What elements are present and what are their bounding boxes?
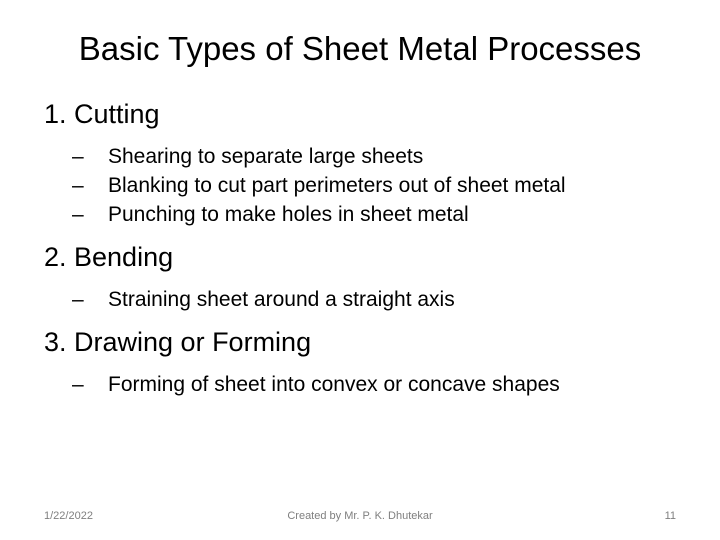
- dash-bullet: –: [72, 145, 84, 168]
- footer-credit: Created by Mr. P. K. Dhutekar: [287, 510, 433, 522]
- list-item-text: Punching to make holes in sheet metal: [108, 203, 469, 226]
- sub-list: [44, 285, 704, 314]
- list-item: [72, 171, 704, 200]
- list-item-text: Forming of sheet into convex or concave shapes: [108, 373, 560, 396]
- sub-list: [44, 370, 704, 399]
- footer-page-number: 11: [664, 510, 676, 522]
- section-heading: 1. Cutting: [44, 99, 160, 129]
- dash-bullet: –: [72, 203, 84, 226]
- list-item: [72, 370, 704, 399]
- list-item: [72, 200, 704, 229]
- section-heading: 3. Drawing or Forming: [44, 327, 312, 357]
- section-bending: [44, 239, 704, 314]
- list-item: [72, 285, 704, 314]
- slide-title: Basic Types of Sheet Metal Processes: [78, 30, 642, 67]
- dash-bullet: –: [72, 288, 84, 311]
- section-cutting: [44, 96, 704, 229]
- list-item-text: Shearing to separate large sheets: [108, 145, 424, 168]
- dash-bullet: –: [72, 373, 84, 396]
- section-drawing: [44, 324, 704, 399]
- dash-bullet: –: [72, 174, 84, 197]
- section-heading: 2. Bending: [44, 242, 174, 272]
- list-item: [72, 142, 704, 171]
- list-item-text: Blanking to cut part perimeters out of sheet metal: [108, 174, 566, 197]
- sub-list: [44, 142, 704, 229]
- footer-date: 1/22/2022: [44, 510, 93, 522]
- list-item-text: Straining sheet around a straight axis: [108, 288, 455, 311]
- slide-body: [44, 96, 704, 399]
